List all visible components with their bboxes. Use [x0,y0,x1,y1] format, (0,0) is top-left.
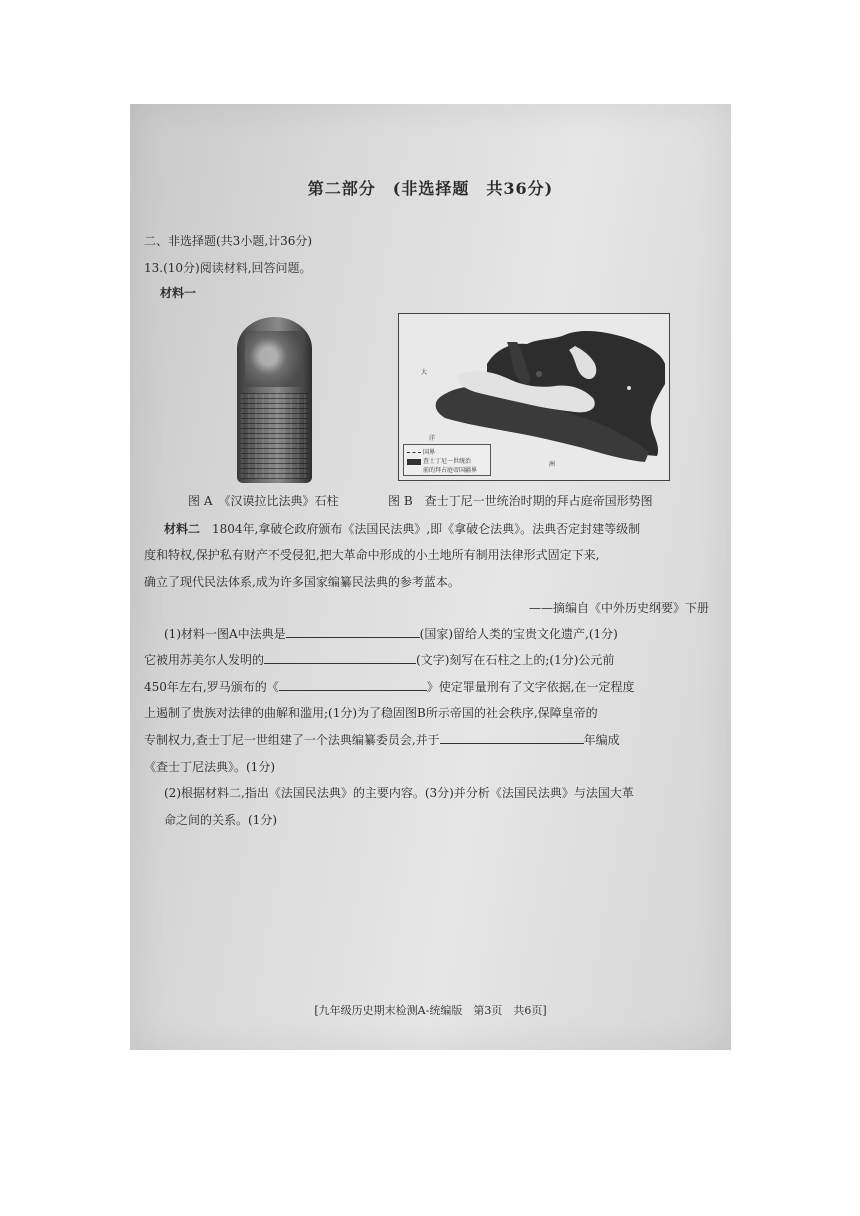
q2-line-2: 命之间的关系。(1分) [164,813,277,827]
page-footer: [九年级历史期末检测A-统编版 第3页 共6页] [314,1004,547,1017]
material-2-line-3: 确立了现代民法体系,成为许多国家编纂民法典的参考蓝本。 [144,575,460,589]
exam-page [130,104,731,1050]
figure-b-caption: 图 B 查士丁尼一世统治时期的拜占庭帝国形势图 [388,494,653,508]
svg-text:洲: 洲 [549,461,556,468]
answer-blank-country[interactable] [286,625,420,638]
part-title: 第二部分 (非选择题 共36分) [307,179,554,198]
q1-line-1: (1)材料一图A中法典是 (国家)留给人类的宝贵文化遗产,(1分) [164,627,618,641]
material-2-first-line [164,520,640,537]
svg-text:大: 大 [421,369,428,376]
figure-a-caption: 图 A 《汉谟拉比法典》石柱 [188,494,339,508]
q1-line-3: 450年左右,罗马颁布的《 》使定罪量刑有了文字依据,在一定程度 [144,680,635,694]
q1-line-4: 上遏制了贵族对法律的曲解和滥用;(1分)为了稳固图B所示帝国的社会秩序,保障皇帝的 [144,706,598,720]
material-1-label: 材料一 [160,286,197,300]
q1-line-2: 它被用苏美尔人发明的 (文字)刻写在石柱之上的;(1分)公元前 [144,653,615,667]
map-legend: 国界 查士丁尼一世统治 前的拜占庭帝国疆界 [403,444,491,476]
material-2-label: 材料二 [164,522,201,536]
answer-blank-year[interactable] [440,731,584,744]
answer-blank-roman-law[interactable] [279,678,427,691]
section-heading: 二、非选择题(共3小题,计36分) [144,234,313,248]
q2-line-1: (2)根据材料二,指出《法国民法典》的主要内容。(3分)并分析《法国民法典》与法国大革 [164,786,634,800]
hammurabi-stele-image [237,317,312,483]
q1-line-6: 《查士丁尼法典》。(1分) [144,760,275,774]
byzantine-map-image [398,313,670,481]
material-2-line-2: 度和特权,保护私有财产不受侵犯,把大革命中形成的小土地所有制用法律形式固定下来, [144,548,600,562]
q1-line-5: 专制权力,查士丁尼一世组建了一个法典编纂委员会,并于 年编成 [144,733,620,747]
material-2-source: ——摘编自《中外历史纲要》下册 [528,601,709,615]
answer-blank-script[interactable] [264,651,416,664]
material-2-text: 1804年,拿破仑政府颁布《法国民法典》,即《拿破仑法典》。法典否定封建等级制 [200,522,641,536]
svg-text:洋: 洋 [429,435,436,442]
question-13-intro: 13.(10分)阅读材料,回答问题。 [144,261,312,275]
